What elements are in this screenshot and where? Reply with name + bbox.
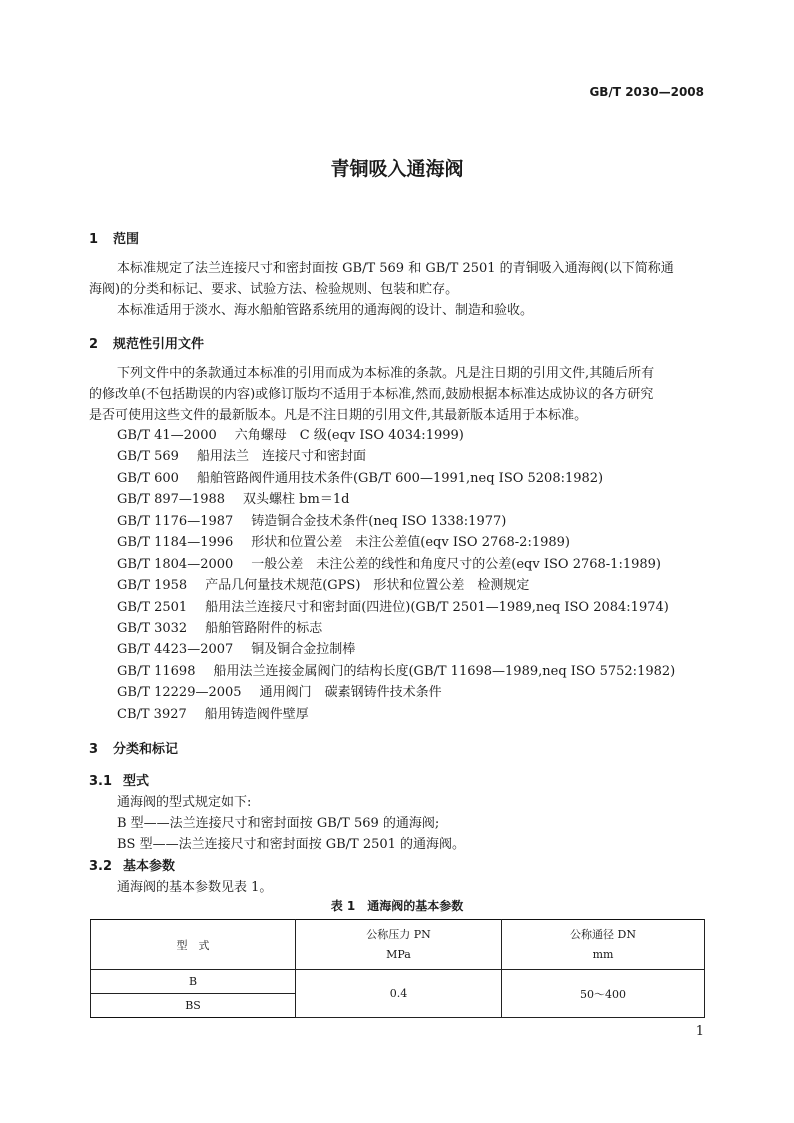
reference-item <box>117 597 675 618</box>
section-3-1-intro: 通海阀的型式规定如下: <box>117 795 252 810</box>
reference-title: 船用法兰连接尺寸和密封面(四进位)(GB/T 2501—1989,neq ISO 2084:1974) <box>205 599 669 615</box>
type-cell-bs: BS <box>91 994 296 1018</box>
reference-code: CB/T 3927 <box>117 706 187 722</box>
table-1-caption: 表 1 通海阀的基本参数 <box>330 899 464 913</box>
reference-code: GB/T 1184—1996 <box>117 535 234 551</box>
reference-item <box>117 489 675 510</box>
section-2-number: 2 <box>89 337 99 352</box>
type-b-definition: B 型——法兰连接尺寸和密封面按 GB/T 569 的通海阀; <box>117 816 440 831</box>
table-header-row <box>91 920 705 970</box>
reference-item <box>117 704 675 725</box>
reference-title: 双头螺柱 bm＝1d <box>243 492 350 508</box>
reference-title: 产品几何量技术规范(GPS) 形状和位置公差 检测规定 <box>205 578 530 594</box>
type-bs-definition: BS 型——法兰连接尺寸和密封面按 GB/T 2501 的通海阀。 <box>117 837 466 852</box>
reference-item <box>117 446 675 467</box>
section-1-para1-line2: 海阀)的分类和标记、要求、试验方法、检验规则、包装和贮存。 <box>89 282 459 297</box>
reference-code: GB/T 600 <box>117 470 179 486</box>
section-1-heading <box>89 228 139 247</box>
reference-item <box>117 511 675 532</box>
reference-code: GB/T 4423—2007 <box>117 642 234 658</box>
reference-item <box>117 425 675 446</box>
reference-item <box>117 618 675 639</box>
section-2-intro-line2: 的修改单(不包括勘误的内容)或修订版均不适用于本标准,然而,鼓励根据本标准达成协议的各方研究 <box>89 387 654 402</box>
diameter-header-unit: mm <box>592 947 614 961</box>
col-type-header: 型 式 <box>91 920 296 970</box>
reference-item <box>117 661 675 682</box>
reference-code: GB/T 3032 <box>117 620 188 636</box>
section-3-number: 3 <box>89 742 99 757</box>
reference-code: GB/T 2501 <box>117 599 188 615</box>
section-3-1-title: 型式 <box>123 774 150 789</box>
section-3-2-heading <box>89 855 175 874</box>
section-2-intro-line1: 下列文件中的条款通过本标准的引用而成为本标准的条款。凡是注日期的引用文件,其随后所有 <box>117 366 655 381</box>
reference-item <box>117 575 675 596</box>
pressure-header-unit: MPa <box>386 947 411 961</box>
section-1-number: 1 <box>89 232 99 247</box>
reference-item <box>117 532 675 553</box>
reference-code: GB/T 41—2000 <box>117 428 217 443</box>
reference-code: GB/T 1804—2000 <box>117 556 234 572</box>
section-3-2-title: 基本参数 <box>123 859 176 874</box>
section-1-title: 范围 <box>113 232 140 247</box>
type-cell-b: B <box>91 970 296 994</box>
col-diameter-header <box>502 920 705 970</box>
reference-code: GB/T 12229—2005 <box>117 685 242 701</box>
section-2-heading <box>89 333 204 352</box>
reference-title: 船舶管路阀件通用技术条件(GB/T 600—1991,neq ISO 5208:1982) <box>196 470 604 486</box>
section-1-para2: 本标准适用于淡水、海水船舶管路系统用的通海阀的设计、制造和验收。 <box>117 303 534 318</box>
reference-code: GB/T 1958 <box>117 578 188 594</box>
section-3-1-number: 3.1 <box>89 774 113 789</box>
diameter-value: 50～400 <box>502 970 705 1018</box>
reference-title: 形状和位置公差 未注公差值(eqv ISO 2768-2:1989) <box>251 535 570 551</box>
section-2-title: 规范性引用文件 <box>113 337 205 352</box>
reference-code: GB/T 897—1988 <box>117 492 226 508</box>
standard-code: GB/T 2030—2008 <box>589 85 704 99</box>
reference-title: 船用法兰 连接尺寸和密封面 <box>196 449 366 465</box>
col-pressure-header <box>296 920 502 970</box>
reference-item <box>117 639 675 660</box>
reference-title: 通用阀门 碳素钢铸件技术条件 <box>259 685 442 701</box>
reference-title: 铸造铜合金技术条件(neq ISO 1338:1977) <box>251 513 507 529</box>
table-row <box>91 970 705 994</box>
reference-item <box>117 468 675 489</box>
page-number: 1 <box>695 1024 704 1039</box>
reference-code: GB/T 1176—1987 <box>117 513 234 529</box>
section-3-title: 分类和标记 <box>113 742 179 757</box>
pressure-header-label: 公称压力 PN <box>366 927 431 941</box>
document-title: 青铜吸入通海阀 <box>330 158 464 180</box>
reference-title: 船用法兰连接金属阀门的结构长度(GB/T 11698—1989,neq ISO 5752:1982) <box>213 663 676 679</box>
section-3-heading <box>89 738 178 757</box>
section-3-2-number: 3.2 <box>89 859 113 874</box>
reference-title: 一般公差 未注公差的线性和角度尺寸的公差(eqv ISO 2768-1:1989) <box>251 556 661 572</box>
reference-title: 船舶管路附件的标志 <box>205 620 323 636</box>
basic-parameters-table <box>90 919 705 1018</box>
reference-title: 六角螺母 C 级(eqv ISO 4034:1999) <box>234 428 464 443</box>
reference-item <box>117 682 675 703</box>
section-1-para1-line1: 本标准规定了法兰连接尺寸和密封面按 GB/T 569 和 GB/T 2501 的青铜吸入通海阀(以下简称通 <box>117 261 674 276</box>
reference-code: GB/T 569 <box>117 449 179 465</box>
section-2-intro-line3: 是否可使用这些文件的最新版本。凡是不注日期的引用文件,其最新版本适用于本标准。 <box>89 408 588 423</box>
reference-code: GB/T 11698 <box>117 663 196 679</box>
reference-item <box>117 554 675 575</box>
diameter-header-label: 公称通径 DN <box>570 927 636 941</box>
section-3-1-heading <box>89 770 149 789</box>
pressure-value: 0.4 <box>296 970 502 1018</box>
reference-list <box>117 425 675 725</box>
section-3-2-intro: 通海阀的基本参数见表 1。 <box>117 880 273 895</box>
reference-title: 船用铸造阀件壁厚 <box>204 706 309 722</box>
reference-title: 铜及铜合金拉制棒 <box>251 642 356 658</box>
